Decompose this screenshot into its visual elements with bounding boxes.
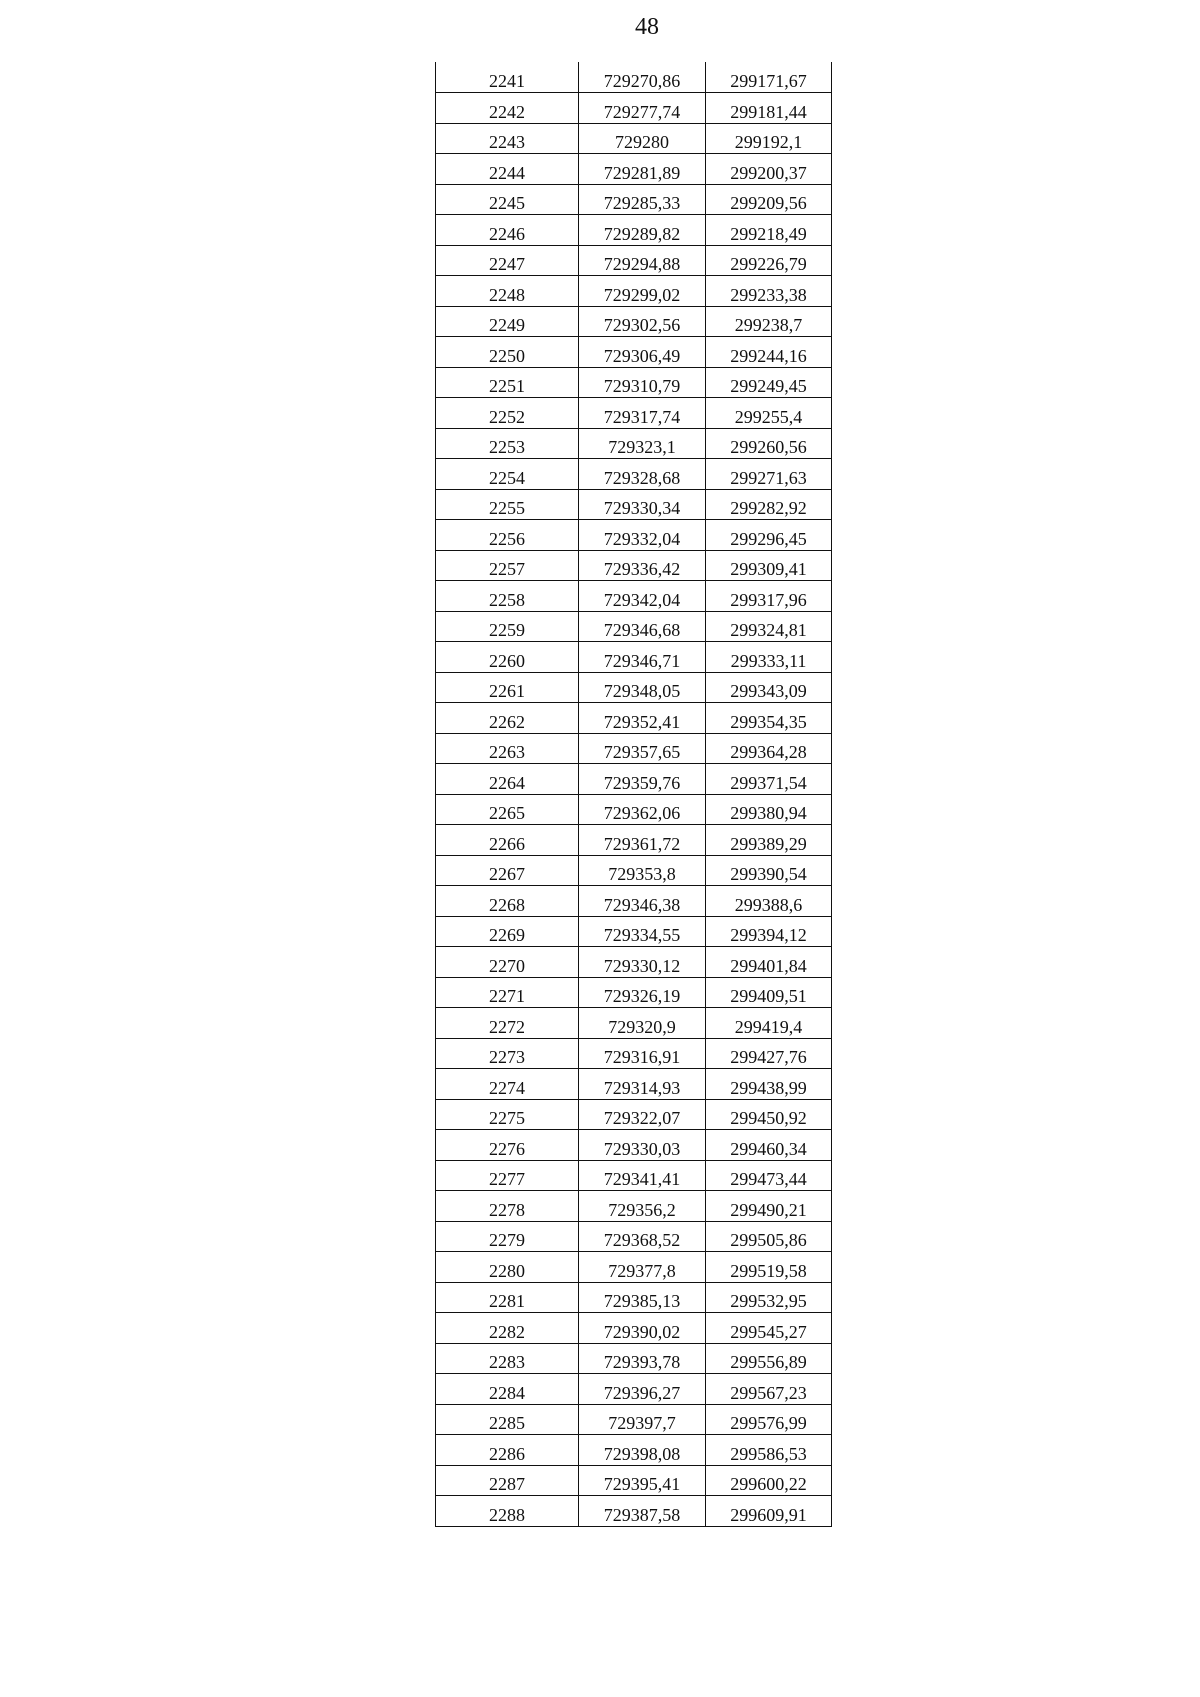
table-row (436, 154, 832, 185)
table-row (436, 977, 832, 1008)
x-coordinate-cell: 729281,89 (579, 154, 706, 185)
y-coordinate-cell: 299600,22 (706, 1465, 832, 1496)
x-coordinate-cell: 729294,88 (579, 245, 706, 276)
x-coordinate-cell: 729346,71 (579, 642, 706, 673)
table-row (436, 459, 832, 490)
y-coordinate-cell: 299271,63 (706, 459, 832, 490)
table-row (436, 1343, 832, 1374)
y-coordinate-cell: 299296,45 (706, 520, 832, 551)
point-number-cell: 2259 (436, 611, 579, 642)
table-row (436, 306, 832, 337)
x-coordinate-cell: 729356,2 (579, 1191, 706, 1222)
table-row (436, 123, 832, 154)
table-row (436, 1130, 832, 1161)
point-number-cell: 2280 (436, 1252, 579, 1283)
point-number-cell: 2248 (436, 276, 579, 307)
y-coordinate-cell: 299394,12 (706, 916, 832, 947)
table-row (436, 581, 832, 612)
table-row (436, 825, 832, 856)
y-coordinate-cell: 299209,56 (706, 184, 832, 215)
y-coordinate-cell: 299200,37 (706, 154, 832, 185)
point-number-cell: 2245 (436, 184, 579, 215)
x-coordinate-cell: 729393,78 (579, 1343, 706, 1374)
y-coordinate-cell: 299519,58 (706, 1252, 832, 1283)
table-row (436, 642, 832, 673)
table-row (436, 1496, 832, 1527)
x-coordinate-cell: 729299,02 (579, 276, 706, 307)
x-coordinate-cell: 729334,55 (579, 916, 706, 947)
point-number-cell: 2258 (436, 581, 579, 612)
y-coordinate-cell: 299380,94 (706, 794, 832, 825)
table-row (436, 398, 832, 429)
point-number-cell: 2270 (436, 947, 579, 978)
x-coordinate-cell: 729359,76 (579, 764, 706, 795)
y-coordinate-cell: 299567,23 (706, 1374, 832, 1405)
point-number-cell: 2264 (436, 764, 579, 795)
point-number-cell: 2252 (436, 398, 579, 429)
x-coordinate-cell: 729289,82 (579, 215, 706, 246)
y-coordinate-cell: 299226,79 (706, 245, 832, 276)
coordinates-table-body (436, 62, 832, 1526)
x-coordinate-cell: 729280 (579, 123, 706, 154)
table-row (436, 794, 832, 825)
x-coordinate-cell: 729322,07 (579, 1099, 706, 1130)
x-coordinate-cell: 729352,41 (579, 703, 706, 734)
point-number-cell: 2251 (436, 367, 579, 398)
point-number-cell: 2261 (436, 672, 579, 703)
x-coordinate-cell: 729302,56 (579, 306, 706, 337)
table-row (436, 855, 832, 886)
y-coordinate-cell: 299460,34 (706, 1130, 832, 1161)
point-number-cell: 2284 (436, 1374, 579, 1405)
y-coordinate-cell: 299576,99 (706, 1404, 832, 1435)
point-number-cell: 2268 (436, 886, 579, 917)
x-coordinate-cell: 729316,91 (579, 1038, 706, 1069)
point-number-cell: 2242 (436, 93, 579, 124)
x-coordinate-cell: 729398,08 (579, 1435, 706, 1466)
x-coordinate-cell: 729326,19 (579, 977, 706, 1008)
table-row (436, 886, 832, 917)
y-coordinate-cell: 299282,92 (706, 489, 832, 520)
point-number-cell: 2250 (436, 337, 579, 368)
y-coordinate-cell: 299309,41 (706, 550, 832, 581)
table-row (436, 520, 832, 551)
table-row (436, 1069, 832, 1100)
x-coordinate-cell: 729342,04 (579, 581, 706, 612)
page-number: 48 (635, 14, 659, 40)
y-coordinate-cell: 299505,86 (706, 1221, 832, 1252)
table-row (436, 1221, 832, 1252)
point-number-cell: 2272 (436, 1008, 579, 1039)
x-coordinate-cell: 729357,65 (579, 733, 706, 764)
point-number-cell: 2273 (436, 1038, 579, 1069)
x-coordinate-cell: 729285,33 (579, 184, 706, 215)
table-row (436, 733, 832, 764)
x-coordinate-cell: 729332,04 (579, 520, 706, 551)
x-coordinate-cell: 729341,41 (579, 1160, 706, 1191)
y-coordinate-cell: 299390,54 (706, 855, 832, 886)
table-row (436, 489, 832, 520)
y-coordinate-cell: 299238,7 (706, 306, 832, 337)
point-number-cell: 2244 (436, 154, 579, 185)
x-coordinate-cell: 729396,27 (579, 1374, 706, 1405)
coordinates-table (435, 62, 832, 1527)
y-coordinate-cell: 299249,45 (706, 367, 832, 398)
table-row (436, 367, 832, 398)
table-row (436, 1404, 832, 1435)
table-row (436, 276, 832, 307)
y-coordinate-cell: 299473,44 (706, 1160, 832, 1191)
table-row (436, 1252, 832, 1283)
table-row (436, 703, 832, 734)
point-number-cell: 2286 (436, 1435, 579, 1466)
y-coordinate-cell: 299532,95 (706, 1282, 832, 1313)
point-number-cell: 2274 (436, 1069, 579, 1100)
point-number-cell: 2255 (436, 489, 579, 520)
x-coordinate-cell: 729330,12 (579, 947, 706, 978)
point-number-cell: 2278 (436, 1191, 579, 1222)
point-number-cell: 2269 (436, 916, 579, 947)
point-number-cell: 2275 (436, 1099, 579, 1130)
x-coordinate-cell: 729377,8 (579, 1252, 706, 1283)
point-number-cell: 2267 (436, 855, 579, 886)
table-row (436, 1282, 832, 1313)
x-coordinate-cell: 729330,34 (579, 489, 706, 520)
table-row (436, 215, 832, 246)
table-row (436, 1038, 832, 1069)
point-number-cell: 2276 (436, 1130, 579, 1161)
point-number-cell: 2271 (436, 977, 579, 1008)
point-number-cell: 2281 (436, 1282, 579, 1313)
table-row (436, 1008, 832, 1039)
y-coordinate-cell: 299389,29 (706, 825, 832, 856)
table-row (436, 337, 832, 368)
table-row (436, 428, 832, 459)
point-number-cell: 2257 (436, 550, 579, 581)
y-coordinate-cell: 299438,99 (706, 1069, 832, 1100)
point-number-cell: 2283 (436, 1343, 579, 1374)
point-number-cell: 2241 (436, 62, 579, 93)
point-number-cell: 2256 (436, 520, 579, 551)
x-coordinate-cell: 729385,13 (579, 1282, 706, 1313)
table-row (436, 611, 832, 642)
y-coordinate-cell: 299609,91 (706, 1496, 832, 1527)
point-number-cell: 2288 (436, 1496, 579, 1527)
y-coordinate-cell: 299324,81 (706, 611, 832, 642)
y-coordinate-cell: 299260,56 (706, 428, 832, 459)
point-number-cell: 2262 (436, 703, 579, 734)
y-coordinate-cell: 299419,4 (706, 1008, 832, 1039)
y-coordinate-cell: 299244,16 (706, 337, 832, 368)
x-coordinate-cell: 729397,7 (579, 1404, 706, 1435)
point-number-cell: 2279 (436, 1221, 579, 1252)
point-number-cell: 2260 (436, 642, 579, 673)
table-row (436, 550, 832, 581)
x-coordinate-cell: 729346,38 (579, 886, 706, 917)
x-coordinate-cell: 729317,74 (579, 398, 706, 429)
point-number-cell: 2254 (436, 459, 579, 490)
point-number-cell: 2266 (436, 825, 579, 856)
table-row (436, 1191, 832, 1222)
y-coordinate-cell: 299388,6 (706, 886, 832, 917)
y-coordinate-cell: 299545,27 (706, 1313, 832, 1344)
point-number-cell: 2243 (436, 123, 579, 154)
x-coordinate-cell: 729270,86 (579, 62, 706, 93)
y-coordinate-cell: 299371,54 (706, 764, 832, 795)
table-row (436, 1465, 832, 1496)
point-number-cell: 2247 (436, 245, 579, 276)
x-coordinate-cell: 729390,02 (579, 1313, 706, 1344)
y-coordinate-cell: 299317,96 (706, 581, 832, 612)
y-coordinate-cell: 299333,11 (706, 642, 832, 673)
table-row (436, 93, 832, 124)
y-coordinate-cell: 299354,35 (706, 703, 832, 734)
x-coordinate-cell: 729336,42 (579, 550, 706, 581)
x-coordinate-cell: 729323,1 (579, 428, 706, 459)
x-coordinate-cell: 729387,58 (579, 1496, 706, 1527)
x-coordinate-cell: 729348,05 (579, 672, 706, 703)
y-coordinate-cell: 299490,21 (706, 1191, 832, 1222)
y-coordinate-cell: 299218,49 (706, 215, 832, 246)
y-coordinate-cell: 299401,84 (706, 947, 832, 978)
table-row (436, 1099, 832, 1130)
y-coordinate-cell: 299255,4 (706, 398, 832, 429)
y-coordinate-cell: 299171,67 (706, 62, 832, 93)
x-coordinate-cell: 729328,68 (579, 459, 706, 490)
table-row (436, 1313, 832, 1344)
point-number-cell: 2253 (436, 428, 579, 459)
y-coordinate-cell: 299364,28 (706, 733, 832, 764)
table-row (436, 245, 832, 276)
point-number-cell: 2263 (436, 733, 579, 764)
x-coordinate-cell: 729395,41 (579, 1465, 706, 1496)
x-coordinate-cell: 729368,52 (579, 1221, 706, 1252)
point-number-cell: 2265 (436, 794, 579, 825)
point-number-cell: 2287 (436, 1465, 579, 1496)
x-coordinate-cell: 729362,06 (579, 794, 706, 825)
table-row (436, 672, 832, 703)
x-coordinate-cell: 729353,8 (579, 855, 706, 886)
y-coordinate-cell: 299450,92 (706, 1099, 832, 1130)
table-row (436, 1435, 832, 1466)
table-row (436, 764, 832, 795)
x-coordinate-cell: 729314,93 (579, 1069, 706, 1100)
y-coordinate-cell: 299343,09 (706, 672, 832, 703)
x-coordinate-cell: 729310,79 (579, 367, 706, 398)
y-coordinate-cell: 299556,89 (706, 1343, 832, 1374)
y-coordinate-cell: 299181,44 (706, 93, 832, 124)
table-row (436, 947, 832, 978)
x-coordinate-cell: 729330,03 (579, 1130, 706, 1161)
x-coordinate-cell: 729346,68 (579, 611, 706, 642)
y-coordinate-cell: 299192,1 (706, 123, 832, 154)
y-coordinate-cell: 299586,53 (706, 1435, 832, 1466)
table-row (436, 184, 832, 215)
y-coordinate-cell: 299233,38 (706, 276, 832, 307)
y-coordinate-cell: 299427,76 (706, 1038, 832, 1069)
y-coordinate-cell: 299409,51 (706, 977, 832, 1008)
x-coordinate-cell: 729320,9 (579, 1008, 706, 1039)
x-coordinate-cell: 729277,74 (579, 93, 706, 124)
point-number-cell: 2282 (436, 1313, 579, 1344)
table-row (436, 916, 832, 947)
table-row (436, 1160, 832, 1191)
point-number-cell: 2277 (436, 1160, 579, 1191)
point-number-cell: 2249 (436, 306, 579, 337)
x-coordinate-cell: 729306,49 (579, 337, 706, 368)
point-number-cell: 2246 (436, 215, 579, 246)
point-number-cell: 2285 (436, 1404, 579, 1435)
table-row (436, 62, 832, 93)
x-coordinate-cell: 729361,72 (579, 825, 706, 856)
table-row (436, 1374, 832, 1405)
